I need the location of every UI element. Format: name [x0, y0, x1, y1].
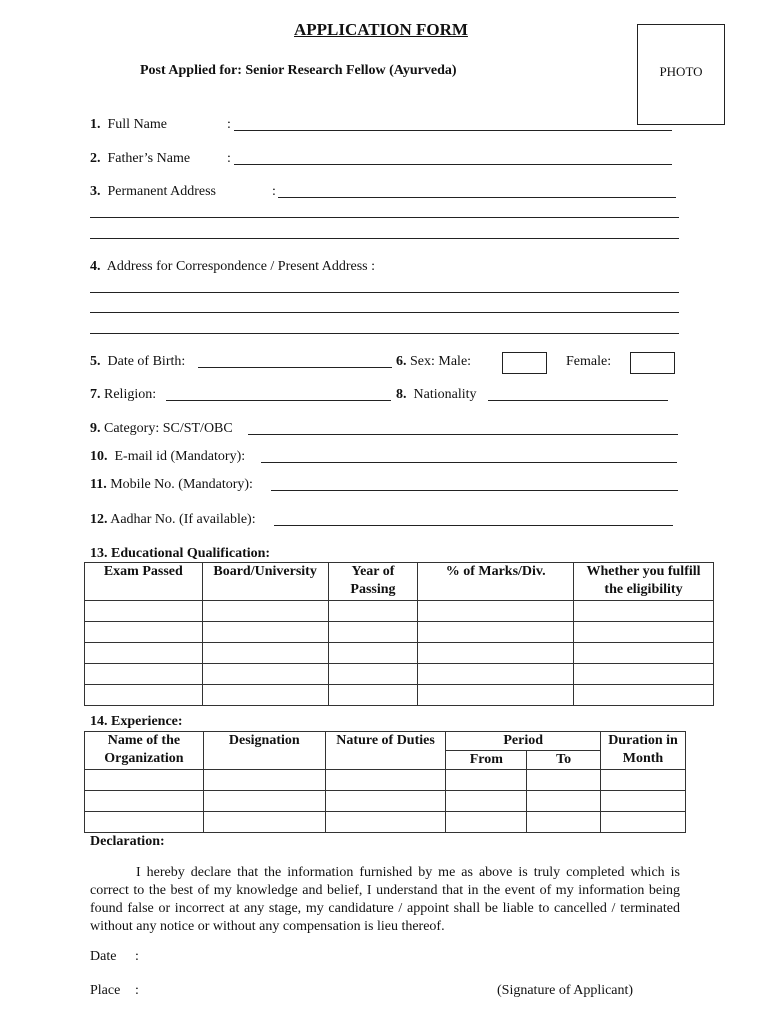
- field-category: [90, 421, 233, 437]
- table-cell[interactable]: [574, 664, 714, 685]
- field-label: Address for Correspondence / Present Address :: [106, 259, 376, 274]
- field-label: E-mail id (Mandatory):: [114, 449, 246, 464]
- table-cell[interactable]: [202, 622, 328, 643]
- permanent-address-input-1[interactable]: [278, 197, 676, 198]
- religion-input[interactable]: [166, 400, 391, 401]
- table-cell[interactable]: [601, 812, 686, 833]
- full-name-input[interactable]: [234, 130, 672, 131]
- col-board-university: Board/University: [202, 563, 328, 601]
- date-of-birth-input[interactable]: [198, 367, 392, 368]
- table-cell[interactable]: [418, 622, 574, 643]
- field-label: Full Name: [107, 117, 167, 132]
- table-cell[interactable]: [527, 812, 601, 833]
- category-input[interactable]: [248, 434, 678, 435]
- photo-box[interactable]: [637, 24, 725, 125]
- fathers-name-input[interactable]: [234, 164, 672, 165]
- field-number: 12.: [90, 512, 108, 527]
- page-title: APPLICATION FORM: [294, 20, 468, 39]
- table-cell[interactable]: [328, 685, 418, 706]
- nationality-input[interactable]: [488, 400, 668, 401]
- table-cell[interactable]: [328, 601, 418, 622]
- table-cell[interactable]: [418, 664, 574, 685]
- field-number: 1.: [90, 117, 101, 132]
- table-cell[interactable]: [446, 812, 527, 833]
- table-cell[interactable]: [85, 601, 203, 622]
- table-row: [85, 812, 686, 833]
- table-row: [85, 791, 686, 812]
- table-cell[interactable]: [85, 643, 203, 664]
- col-designation: Designation: [203, 732, 325, 770]
- correspondence-address-input-2[interactable]: [90, 312, 679, 313]
- table-cell[interactable]: [85, 664, 203, 685]
- field-correspondence-address: [90, 259, 375, 275]
- correspondence-address-input-3[interactable]: [90, 333, 679, 334]
- aadhar-input[interactable]: [274, 525, 673, 526]
- table-cell[interactable]: [202, 664, 328, 685]
- col-nature-of-duties: Nature of Duties: [325, 732, 446, 770]
- field-number: 11.: [90, 477, 107, 492]
- field-email: [90, 449, 245, 465]
- field-number: 9.: [90, 421, 101, 436]
- table-cell[interactable]: [574, 601, 714, 622]
- field-date-of-birth: [90, 354, 185, 370]
- col-duration: Duration in Month: [601, 732, 686, 770]
- table-cell[interactable]: [203, 812, 325, 833]
- field-number: 7.: [90, 387, 101, 402]
- education-header-row: [85, 563, 714, 601]
- declaration-heading: Declaration:: [90, 834, 165, 849]
- field-fathers-name: [90, 151, 190, 167]
- field-full-name: [90, 117, 167, 133]
- col-to: To: [527, 751, 601, 770]
- female-checkbox[interactable]: [630, 352, 675, 374]
- field-label: Religion:: [104, 387, 157, 402]
- table-cell[interactable]: [527, 770, 601, 791]
- permanent-address-input-2[interactable]: [90, 217, 679, 218]
- colon: :: [227, 117, 231, 132]
- permanent-address-input-3[interactable]: [90, 238, 679, 239]
- col-exam-passed: Exam Passed: [85, 563, 203, 601]
- table-cell[interactable]: [418, 643, 574, 664]
- col-eligibility: Whether you fulfill the eligibility: [574, 563, 714, 601]
- field-number: 6.: [396, 354, 407, 369]
- table-cell[interactable]: [85, 770, 204, 791]
- signature-label: (Signature of Applicant): [497, 983, 634, 998]
- table-cell[interactable]: [574, 685, 714, 706]
- table-cell[interactable]: [601, 791, 686, 812]
- table-cell[interactable]: [202, 601, 328, 622]
- table-cell[interactable]: [203, 770, 325, 791]
- post-applied: Post Applied for: Senior Research Fellow (Ayurveda): [140, 63, 457, 78]
- table-cell[interactable]: [85, 622, 203, 643]
- field-mobile: [90, 477, 253, 493]
- table-cell[interactable]: [325, 770, 446, 791]
- table-cell[interactable]: [527, 791, 601, 812]
- colon: :: [227, 151, 231, 166]
- experience-table: [84, 731, 686, 833]
- table-cell[interactable]: [85, 685, 203, 706]
- field-label: Aadhar No. (If available):: [110, 512, 256, 527]
- field-label: Sex: Male:: [410, 354, 472, 369]
- table-cell[interactable]: [418, 685, 574, 706]
- col-organization: Name of the Organization: [85, 732, 204, 770]
- col-marks: % of Marks/Div.: [418, 563, 574, 601]
- table-row: [85, 643, 714, 664]
- field-number: 2.: [90, 151, 101, 166]
- table-cell[interactable]: [85, 812, 204, 833]
- field-label: Permanent Address: [107, 184, 216, 199]
- field-number: 3.: [90, 184, 101, 199]
- field-label: Category: SC/ST/OBC: [104, 421, 233, 436]
- table-row: [85, 601, 714, 622]
- table-cell[interactable]: [446, 770, 527, 791]
- declaration-text: I hereby declare that the information furnished by me as above is truly completed which is correct to the best of my knowledge and belief, I understand that in the event of my information being found false or incorrect at any stage, my candidature / appoint shall be liable to cancelled / terminated without any notice or without any compensation is lieu thereof.: [90, 865, 680, 934]
- correspondence-address-input-1[interactable]: [90, 292, 679, 293]
- table-cell[interactable]: [328, 643, 418, 664]
- photo-label: PHOTO: [659, 64, 703, 79]
- field-aadhar: [90, 512, 256, 528]
- table-cell[interactable]: [328, 664, 418, 685]
- table-row: [85, 664, 714, 685]
- field-permanent-address: [90, 184, 216, 200]
- place-colon: :: [135, 983, 139, 998]
- female-label: Female:: [566, 354, 612, 369]
- field-number: 8.: [396, 387, 407, 402]
- table-cell[interactable]: [202, 643, 328, 664]
- field-number: 4.: [90, 259, 101, 274]
- table-cell[interactable]: [418, 601, 574, 622]
- education-table: [84, 562, 714, 706]
- table-cell[interactable]: [446, 791, 527, 812]
- table-row: [85, 622, 714, 643]
- colon: :: [272, 184, 276, 199]
- table-cell[interactable]: [325, 812, 446, 833]
- field-number: 10.: [90, 449, 108, 464]
- place-label: Place: [90, 983, 121, 998]
- mobile-input[interactable]: [271, 490, 678, 491]
- field-label: Date of Birth:: [107, 354, 186, 369]
- field-number: 5.: [90, 354, 101, 369]
- date-label: Date: [90, 949, 117, 964]
- col-period: Period: [446, 732, 601, 751]
- table-row: [85, 685, 714, 706]
- table-cell[interactable]: [574, 622, 714, 643]
- education-heading: 13. Educational Qualification:: [90, 546, 271, 561]
- field-sex: [396, 354, 471, 370]
- table-cell[interactable]: [601, 770, 686, 791]
- date-colon: :: [135, 949, 139, 964]
- male-checkbox[interactable]: [502, 352, 547, 374]
- experience-header-row: [85, 732, 686, 751]
- field-religion: [90, 387, 156, 403]
- experience-heading: 14. Experience:: [90, 714, 183, 729]
- table-cell[interactable]: [325, 791, 446, 812]
- table-cell[interactable]: [574, 643, 714, 664]
- field-label: Mobile No. (Mandatory):: [110, 477, 253, 492]
- field-label: Father’s Name: [107, 151, 191, 166]
- table-row: [85, 770, 686, 791]
- table-cell[interactable]: [202, 685, 328, 706]
- col-from: From: [446, 751, 527, 770]
- table-cell[interactable]: [85, 791, 204, 812]
- field-nationality: [396, 387, 477, 403]
- field-label: Nationality: [413, 387, 477, 402]
- table-cell[interactable]: [328, 622, 418, 643]
- col-year-of-passing: Year of Passing: [328, 563, 418, 601]
- email-input[interactable]: [261, 462, 677, 463]
- table-cell[interactable]: [203, 791, 325, 812]
